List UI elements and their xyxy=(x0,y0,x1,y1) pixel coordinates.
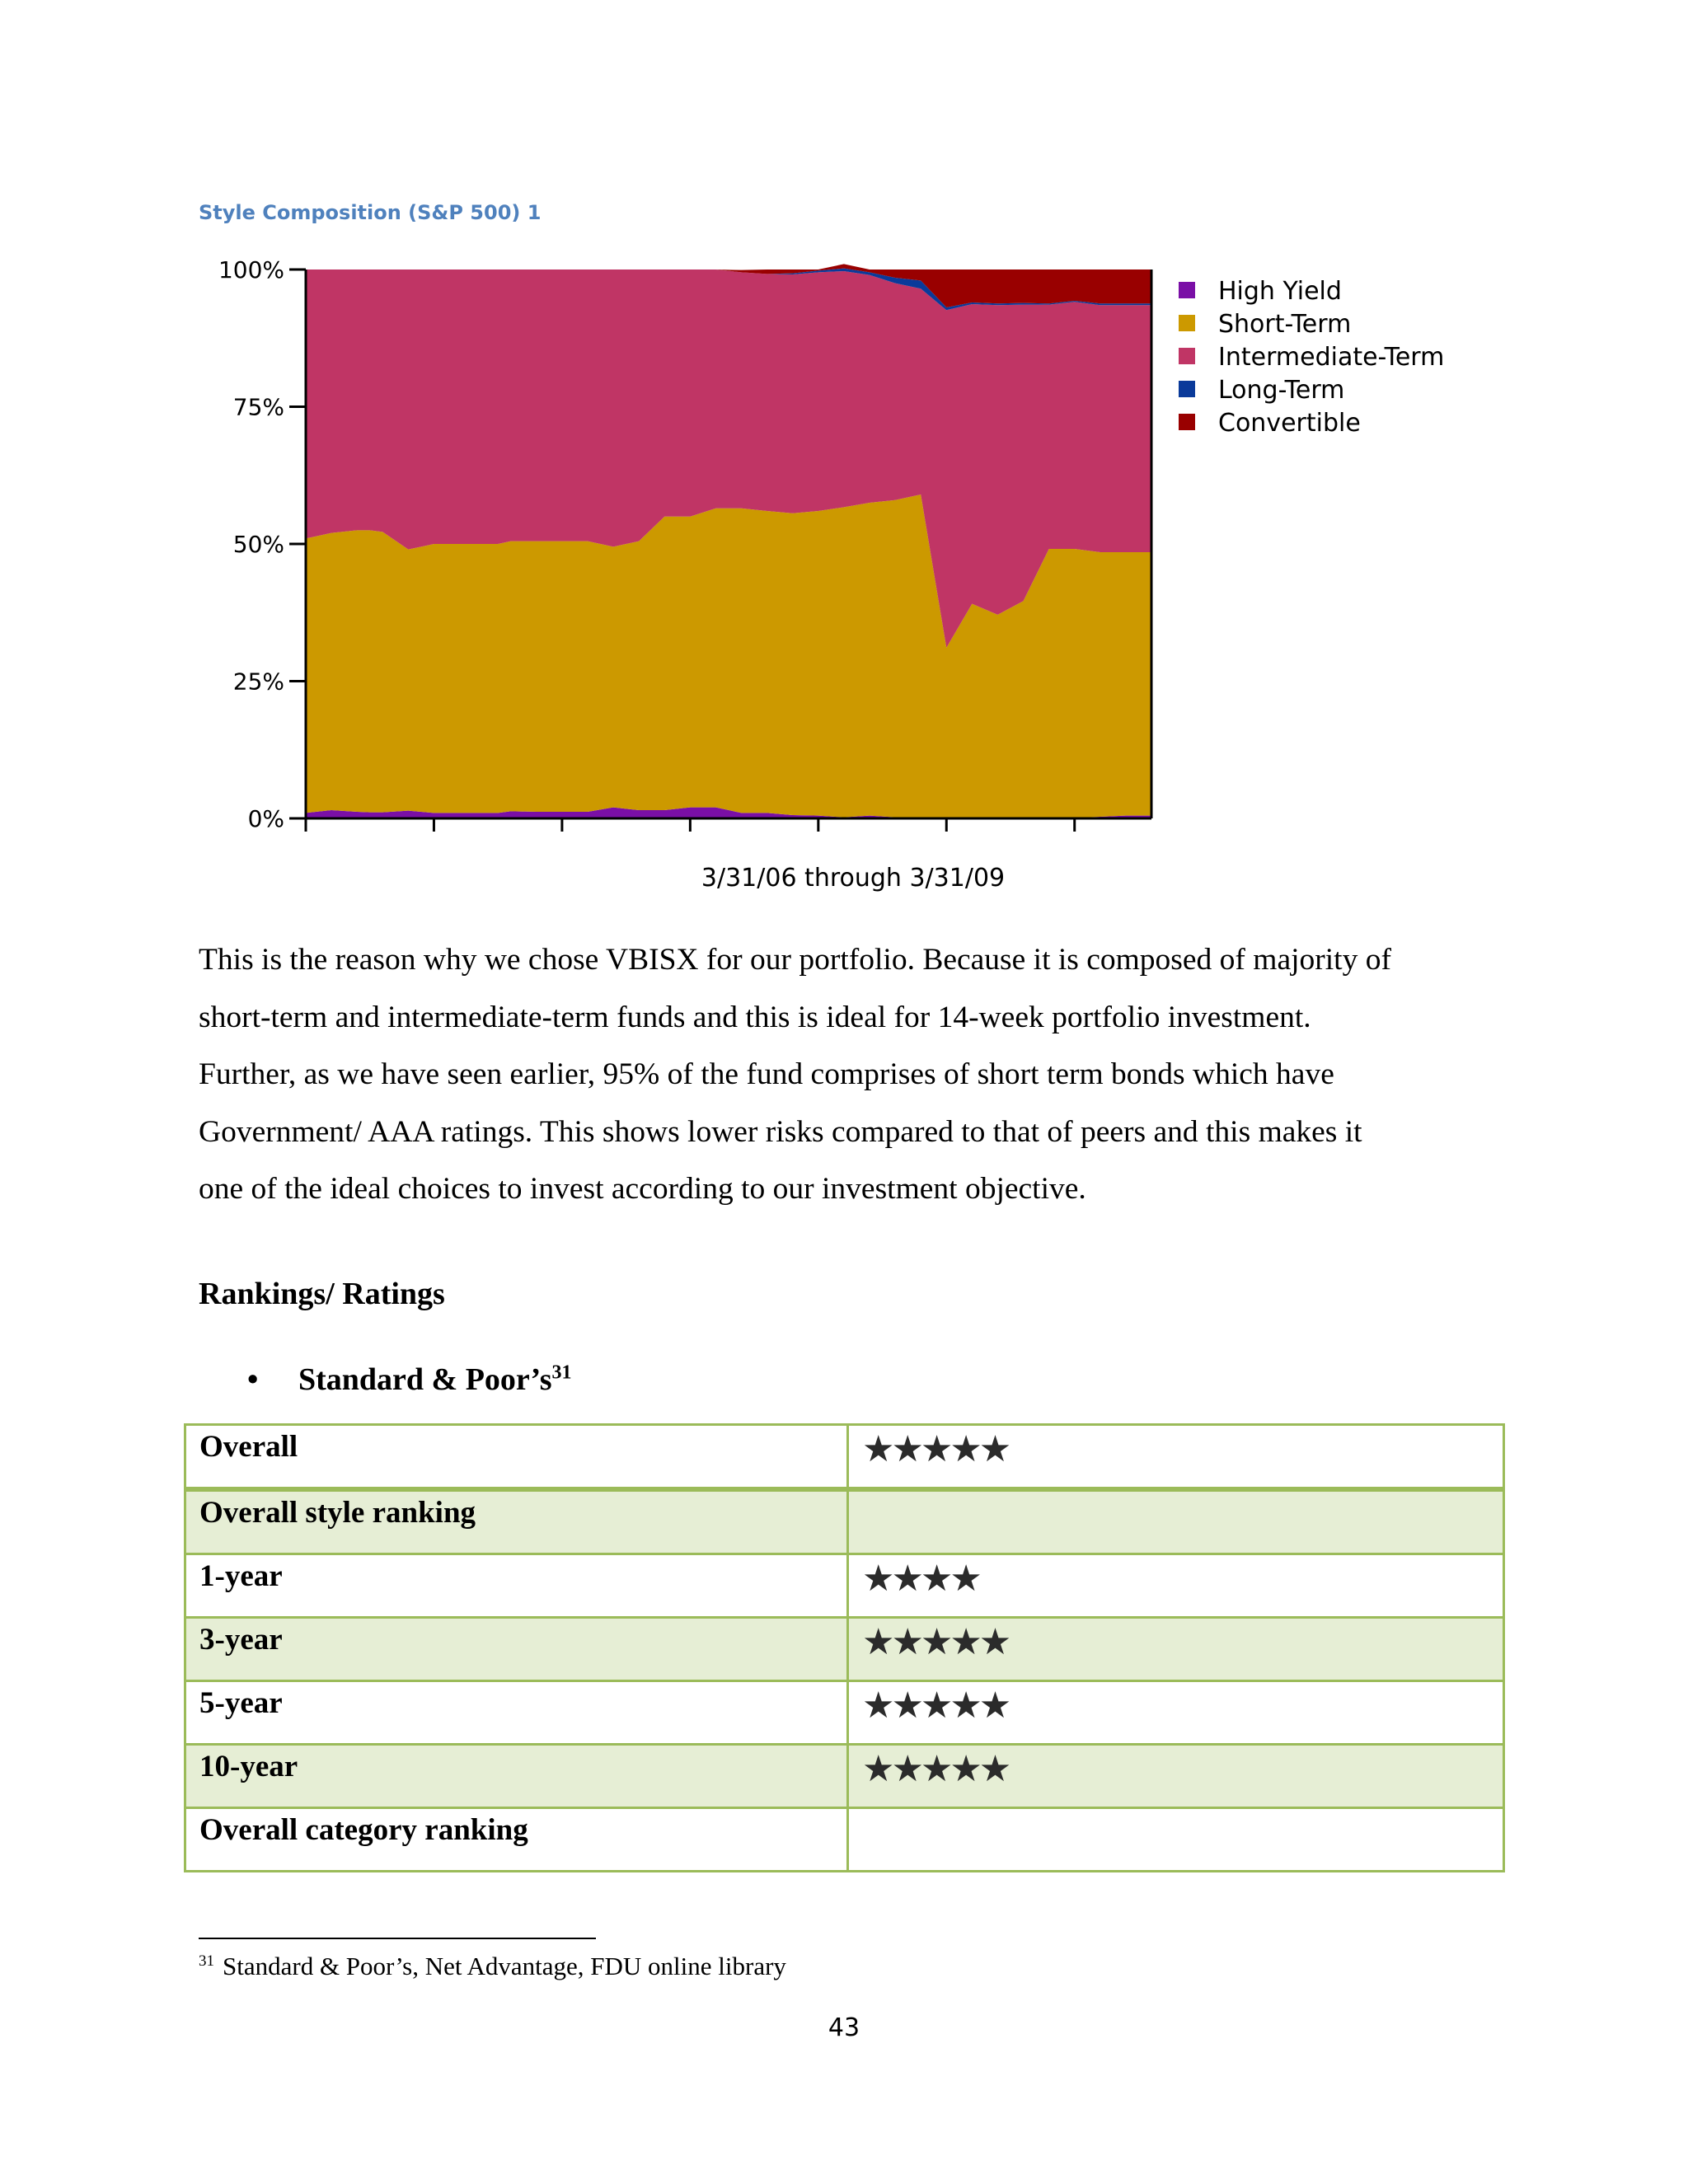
star-icon-group: ★★★★★ xyxy=(862,1685,1009,1727)
table-row xyxy=(185,1425,1504,1490)
figure-caption: Style Composition (S&P 500) 1 xyxy=(199,201,542,224)
rating-stars xyxy=(848,1425,1504,1490)
table-row xyxy=(185,1808,1504,1872)
chart-legend xyxy=(1179,277,1444,438)
style-composition-chart xyxy=(198,247,1484,907)
legend-swatch xyxy=(1179,414,1195,430)
bullet-symbol: • xyxy=(247,1362,259,1397)
paragraph-line: This is the reason why we chose VBISX for our portfolio. Because it is composed of majority of xyxy=(199,943,1391,977)
star-icon-group: ★★★★★ xyxy=(862,1748,1009,1790)
legend-swatch xyxy=(1179,282,1195,298)
star-icon-group: ★★★★ xyxy=(862,1558,979,1600)
rating-stars xyxy=(848,1489,1504,1554)
footnote-divider xyxy=(199,1938,596,1939)
table-row xyxy=(185,1681,1504,1745)
legend-label: Long-Term xyxy=(1218,376,1345,405)
legend-swatch xyxy=(1179,348,1195,364)
rating-label: 10-year xyxy=(185,1745,848,1808)
y-tick-label: 50% xyxy=(232,531,284,558)
paragraph-line: Government/ AAA ratings. This shows lower risks compared to that of peers and this makes it xyxy=(199,1114,1362,1149)
legend-label: Intermediate-Term xyxy=(1218,343,1445,372)
paragraph-line: Further, as we have seen earlier, 95% of the fund comprises of short term bonds which have xyxy=(199,1057,1334,1091)
rating-label: 3-year xyxy=(185,1618,848,1681)
table-row xyxy=(185,1554,1504,1618)
rating-label: Overall category ranking xyxy=(185,1808,848,1872)
chart-plot-area xyxy=(306,264,1151,818)
rating-stars xyxy=(848,1618,1504,1681)
y-tick-label: 75% xyxy=(232,393,284,421)
legend-label: Short-Term xyxy=(1218,310,1352,339)
ratings-table xyxy=(184,1423,1505,1872)
star-icon-group: ★★★★★ xyxy=(862,1621,1009,1663)
bullet-text: Standard & Poor’s xyxy=(298,1362,552,1397)
rating-stars xyxy=(848,1681,1504,1745)
bullet-item xyxy=(247,1361,572,1398)
legend-swatch xyxy=(1179,315,1195,331)
rating-stars xyxy=(848,1554,1504,1618)
paragraph-line: one of the ideal choices to invest according to our investment objective. xyxy=(199,1172,1086,1206)
y-tick-label: 25% xyxy=(232,668,284,696)
footnote-text: Standard & Poor’s, Net Advantage, FDU online library xyxy=(223,1952,786,1980)
table-row xyxy=(185,1745,1504,1808)
rating-label: Overall style ranking xyxy=(185,1489,848,1554)
y-tick-label: 0% xyxy=(247,805,284,832)
legend-label: Convertible xyxy=(1218,409,1361,438)
body-paragraph xyxy=(199,931,1517,1218)
page-number: 43 xyxy=(828,2013,860,2042)
rating-stars xyxy=(848,1808,1504,1872)
chart-x-axis-label: 3/31/06 through 3/31/09 xyxy=(701,864,1006,893)
footnote xyxy=(199,1952,786,1981)
star-icon-group: ★★★★★ xyxy=(862,1428,1009,1470)
rating-label: 1-year xyxy=(185,1554,848,1618)
table-row xyxy=(185,1618,1504,1681)
table-row xyxy=(185,1489,1504,1554)
footnote-number: 31 xyxy=(199,1952,214,1970)
paragraph-line: short-term and intermediate-term funds and this is ideal for 14-week portfolio investment. xyxy=(199,1000,1311,1034)
rating-label: 5-year xyxy=(185,1681,848,1745)
legend-swatch xyxy=(1179,381,1195,397)
rating-stars xyxy=(848,1745,1504,1808)
legend-label: High Yield xyxy=(1218,277,1342,306)
rating-label: Overall xyxy=(185,1425,848,1490)
footnote-reference: 31 xyxy=(551,1361,572,1384)
section-heading: Rankings/ Ratings xyxy=(199,1277,445,1311)
y-tick-label: 100% xyxy=(218,256,284,284)
